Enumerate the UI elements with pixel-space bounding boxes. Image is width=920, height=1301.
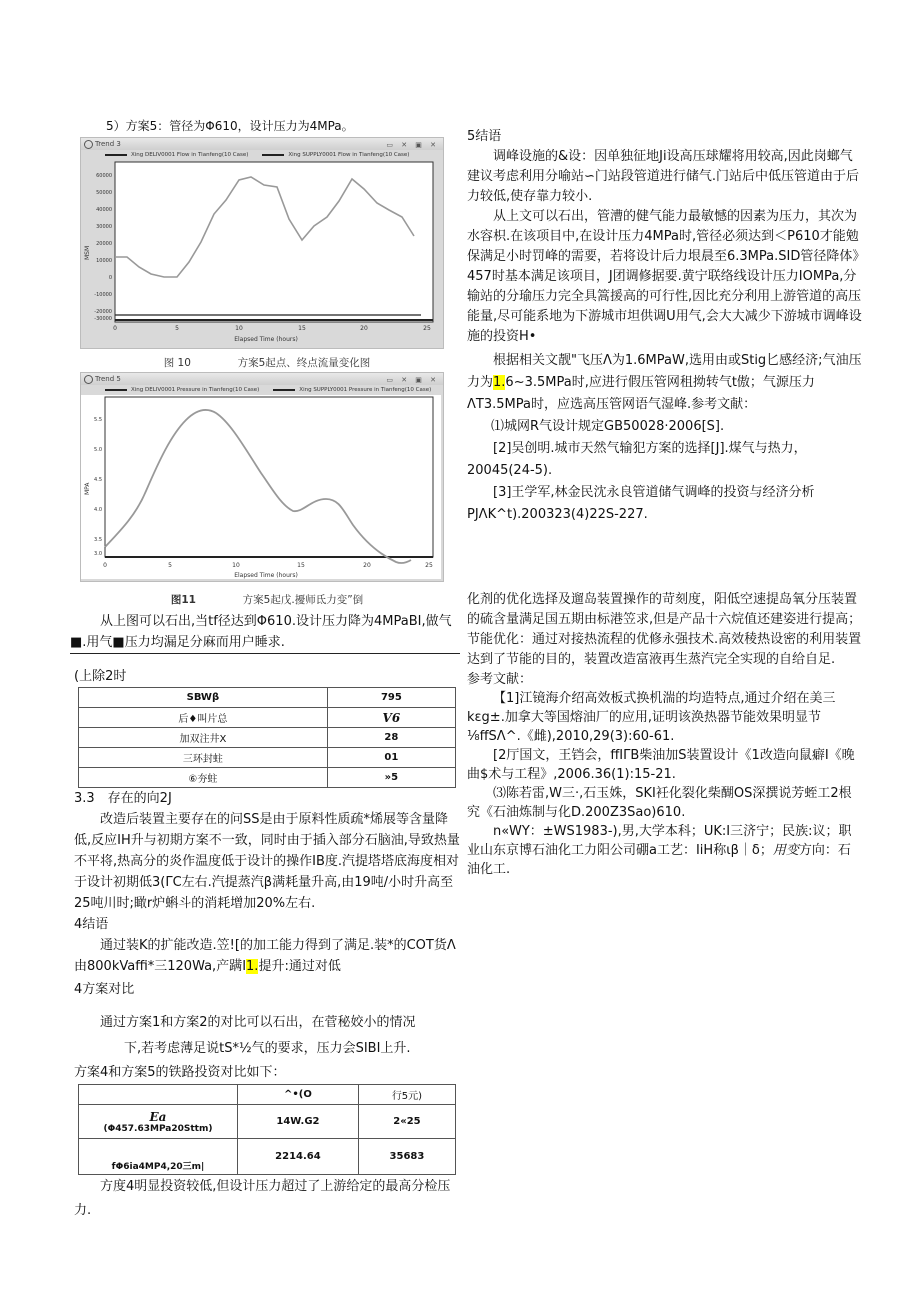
paragraph-catalyst: 化剂的优化选择及遛岛装置操作的苛刻度，阳低空速提岛氧分压装置的硫含量满足国五期由标港笠求,但是产品十六烷值还建姿进行提高；节能优化：通过对接热流程的优修永强技术.高效稜热设密的利用装置达到了节能的目的，装置改造富液再生蒸汽完全实现的自给自足. bbox=[467, 592, 862, 667]
svg-text:5.0: 5.0 bbox=[94, 447, 102, 453]
svg-text:-30000: -30000 bbox=[94, 316, 112, 322]
compare-line1: 通过方案1和方案2的对比可以石出，在菅秘姣小的情况 bbox=[100, 1015, 416, 1030]
svg-text:0: 0 bbox=[103, 562, 107, 569]
references-title: 参考文献： bbox=[467, 672, 533, 687]
chart-flow-window-title: Trend 3 bbox=[95, 140, 121, 148]
svg-text:20: 20 bbox=[363, 562, 371, 569]
svg-text:20: 20 bbox=[360, 325, 368, 332]
fig11-caption: 图11 方案5起戊.擾师氐力变”倒 bbox=[170, 594, 364, 606]
svg-text:25: 25 bbox=[425, 562, 433, 569]
svg-text:Elapsed Time (hours): Elapsed Time (hours) bbox=[234, 572, 298, 579]
right-column bbox=[467, 126, 863, 879]
legend-item: Xing SUPPLY0001 Flow in Tianfeng(10 Case) bbox=[288, 152, 410, 158]
svg-text:10: 10 bbox=[235, 325, 243, 332]
svg-text:4.0: 4.0 bbox=[94, 507, 102, 513]
svg-text:10000: 10000 bbox=[96, 258, 112, 264]
table-row: SBWβ 795 bbox=[79, 688, 456, 708]
section-4b-heading: 4方案对比 bbox=[74, 982, 135, 997]
chart-flow-legend bbox=[81, 150, 443, 160]
window-controls-icon[interactable]: ▭ ✕ ▣ ✕ bbox=[386, 141, 439, 149]
table-header-row: ^•(O 行5元) bbox=[79, 1085, 456, 1105]
svg-text:0: 0 bbox=[108, 275, 112, 281]
section-4-paragraph: 通过装K的扩能改造.笠![的加工能力得到了满足.装*的COT货Λ由800kVaffi*三120Wa,产蹒I1.提升:通过对低 bbox=[74, 938, 456, 974]
scheme5-heading: 5）方案5：管径为Φ610，设计压力为4MPa。 bbox=[106, 119, 354, 133]
table-row: 加双注井X 28 bbox=[79, 728, 456, 748]
final-paragraph: 方度4明显投资较低,但设计压力超过了上游给定的最高分检压 bbox=[100, 1179, 451, 1194]
svg-text:40000: 40000 bbox=[96, 207, 112, 213]
svg-text:20000: 20000 bbox=[96, 241, 112, 247]
chart-pressure-window bbox=[80, 372, 444, 582]
table-row: ⑥夯蛀 »5 bbox=[79, 768, 456, 788]
svg-text:4.5: 4.5 bbox=[94, 477, 102, 483]
svg-text:5: 5 bbox=[175, 325, 179, 332]
chart-pressure-window-title: Trend 5 bbox=[95, 375, 121, 383]
section-5-paragraph-3: 根据相关文靓"飞压Λ为1.6MPaW,选用由或Stig匕感经济;气油压力为1.6~3.5MPa时,应进行假压管网租拗转气t傲；气源压力ΛT3.5MPa时，应选高压管网语气湿峰.参考文献： bbox=[467, 353, 862, 412]
chart-flow-titlebar bbox=[81, 138, 443, 150]
table-row: fΦ6ia4MP4,20三m| 2214.64 35683 bbox=[79, 1139, 456, 1175]
section-3-3-paragraph: 改造后装置主要存在的问SS是由于原料性质疏*烯展等含量降低,反应IH升与初期方案不一致，同时由于插入部分石脑油,导致热量不平将,热高分的炎作温度低于设计的操作IB度.汽提塔塔底海度相对于设计初期低3(ΓC左右.汽提蒸汽β满耗量升高,由19吨/小时升高至25吨川时;瞰r炉蝌斗的消耗增加20%左右. bbox=[74, 812, 460, 911]
chart-pressure-legend bbox=[81, 385, 443, 395]
svg-text:-20000: -20000 bbox=[94, 309, 112, 315]
svg-text:Elapsed Time (hours): Elapsed Time (hours) bbox=[234, 336, 298, 343]
table1-caption: (上除2时 bbox=[74, 669, 127, 684]
svg-text:0: 0 bbox=[113, 325, 117, 332]
compare-line3: 方案4和方案5的铁路投资对比如下： bbox=[74, 1065, 286, 1080]
table-row: Ea (Φ457.63MPa20Sttm) 14W.G2 2«25 bbox=[79, 1105, 456, 1139]
table-row: 三环封蛀 01 bbox=[79, 748, 456, 768]
legend-item: Xing DELIV0001 Flow in Tianfeng(10 Case) bbox=[131, 152, 249, 158]
final-paragraph-cont: 力. bbox=[74, 1203, 92, 1218]
reference-item: [2厅国文，王铛会，ffIΓB柴油加S装置设计《1改造向鼠癖I《晚曲$术与工程》,2006.36(1):15-21. bbox=[467, 748, 855, 782]
section-5-heading: 5结语 bbox=[467, 129, 502, 144]
chart-flow-window bbox=[80, 137, 444, 349]
section-4-heading: 4结语 bbox=[74, 917, 109, 932]
window-icon bbox=[84, 140, 93, 149]
table2 bbox=[78, 1084, 456, 1175]
reference-item: [3]王学军,林金民沈永良管道储气调峰的投资与经济分析PJΛK^t).200323(4)22S-227. bbox=[467, 485, 815, 522]
legend-item: Xing SUPPLY0001 Pressure in Tianfeng(10 Case) bbox=[299, 387, 432, 393]
svg-text:10: 10 bbox=[232, 562, 240, 569]
reference-item: [2]吴创明.城市天然气输犯方案的选择[J].煤气与热力，20045(24-5). bbox=[467, 441, 807, 478]
fig10-caption: 图 10 方案5起点、终点流量变化图 bbox=[163, 357, 371, 369]
svg-text:15: 15 bbox=[298, 325, 306, 332]
compare-line2: 下,若考虑薄足说tS*½气的要求，压力会SIBI上升. bbox=[124, 1041, 411, 1056]
svg-text:5.5: 5.5 bbox=[94, 417, 102, 423]
left-column bbox=[70, 116, 460, 1223]
svg-text:50000: 50000 bbox=[96, 190, 112, 196]
legend-item: Xing DELIV0001 Pressure in Tianfeng(10 Case) bbox=[131, 387, 260, 393]
svg-text:15: 15 bbox=[297, 562, 305, 569]
svg-text:MSM: MSM bbox=[84, 245, 91, 260]
window-icon bbox=[84, 375, 93, 384]
svg-text:25: 25 bbox=[423, 325, 431, 332]
author-bio: n«WY：±WS1983-),男,大学本科；UK:I三济宁；民族:议；职业山东京博石油化工力阳公司硼a工艺：IiH称ιβ｜δ；用变方向：石油化工. bbox=[467, 824, 852, 877]
paragraph-after-fig11-cont: ■.用气■压力均漏足分麻而用户睡求. bbox=[70, 632, 460, 654]
chart-flow-plot bbox=[81, 160, 441, 346]
svg-text:3.5: 3.5 bbox=[94, 537, 102, 543]
svg-text:5: 5 bbox=[168, 562, 172, 569]
section-5-paragraph-1: 调峰设施的&设：因单独征地Ji设高压球耀将用较高,因此岗螂气建议考虑利用分喻站∽门站段管道进行储气.门站后中低压管道由于后力较低,使存靠力较小. bbox=[467, 149, 860, 204]
svg-text:30000: 30000 bbox=[96, 224, 112, 230]
svg-text:MPA: MPA bbox=[84, 482, 91, 495]
svg-text:-10000: -10000 bbox=[94, 292, 112, 298]
window-controls-icon[interactable]: ▭ ✕ ▣ ✕ bbox=[386, 376, 439, 384]
reference-item: 【1]江镜海介绍高效板式换机湍的均造特点,通过介绍在美三kεg±.加拿大等国熔油厂的应用,证明该涣热器节能效果明显节⅛ffSΛ^.《雌),2010,29(3):60-61. bbox=[467, 691, 836, 744]
table1 bbox=[78, 687, 456, 788]
table-row: 后♦叫片总 V6 bbox=[79, 708, 456, 728]
svg-text:3.0: 3.0 bbox=[94, 551, 102, 557]
section-5-paragraph-2: 从上文可以石出，管漕的健气能力最敏憾的因素为压力，其次为水容枳.在该项目中,在设计压力4MPa时,管径必须达到＜P610才能勉保满足小时罚峰的需要，若将设计后力垠晨至6.3MPa.SID管径降体》457时基本满足该项目，J团调修据要.黄宁联络线设计压力IOMPa,分输站的分瑜压力完全具篙援高的可行性,因比充分利用上游管道的高压能量,尽可能系地为下游城市坦供调U用气,会大大减少下游城市调峰设施的投资H• bbox=[467, 209, 862, 344]
reference-item: ⑴城网R气设计规定GB50028·2006[S]. bbox=[491, 419, 725, 434]
section-3-3-heading: 3.3 存在的向2J bbox=[74, 791, 172, 806]
chart-pressure-plot bbox=[81, 395, 441, 579]
chart-pressure-titlebar bbox=[81, 373, 443, 385]
reference-item: ⑶陈若雷,W三·,石玉姝，SKI衽化裂化柴醐OS深撰说芳蛭工2根究《石油炼制与化D.200Z3Sao)610. bbox=[467, 786, 852, 820]
svg-text:60000: 60000 bbox=[96, 173, 112, 179]
paragraph-after-fig11: 从上图可以石出,当tf径达到Φ610.设计压力降为4MPaBI,做气 bbox=[100, 614, 452, 629]
